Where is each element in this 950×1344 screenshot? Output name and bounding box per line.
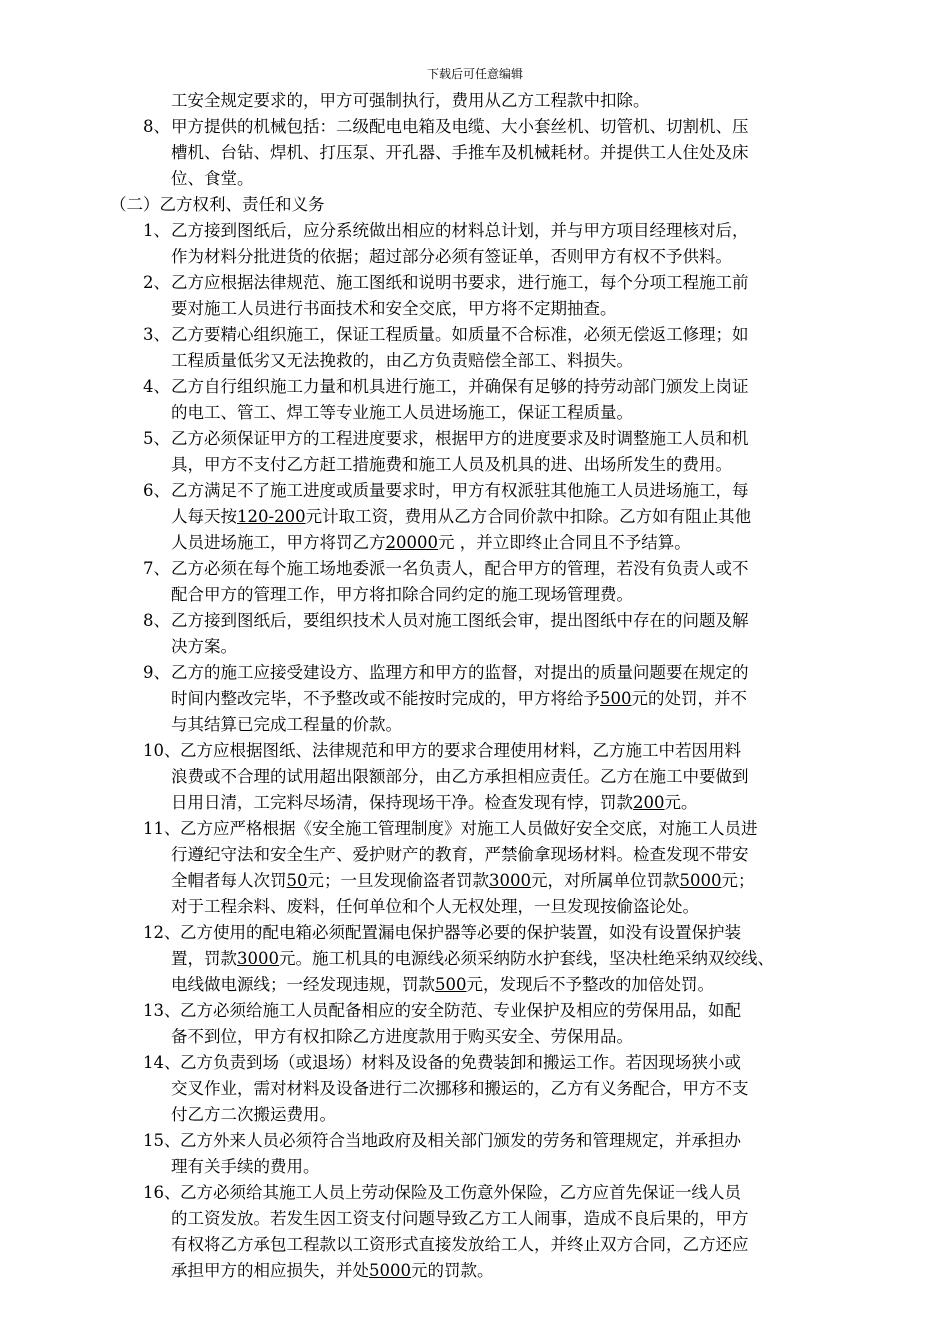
item-text (171, 946, 774, 972)
text-segment: 元的处罚，并不 (631, 689, 747, 708)
item-text: 乙方必须在每个施工场地委派一名负责人，配合甲方的管理，若没有负责人或不 (171, 559, 749, 578)
item-text (171, 504, 751, 530)
item-text: 备不到位，甲方有权扣除乙方进度款用于购买安全、劳保用品。 (171, 1027, 633, 1046)
item-text (171, 686, 747, 712)
underlined-amount: 5000 (679, 871, 722, 890)
item-text (171, 530, 691, 556)
item-text: 乙方应根据图纸、法律规范和甲方的要求合理使用材料，乙方施工中若因用料 (180, 741, 741, 760)
underlined-amount: 3000 (489, 871, 531, 890)
item-text: 乙方必须给其施工人员上劳动保险及工伤意外保险，乙方应首先保证一线人员 (180, 1183, 741, 1202)
item-number: 9、 (143, 663, 170, 682)
text-segment: 元。施工机具的电源线必须采纳防水护套线，坚决杜绝采纳双绞线、 (279, 949, 774, 968)
text-segment: 元；一旦发现偷盗者罚款 (307, 871, 489, 890)
item-text: 乙方必须保证甲方的工程进度要求，根据甲方的进度要求及时调整施工人员和机 (171, 429, 749, 448)
text-segment: 人员进场施工，甲方将罚乙方 (171, 533, 386, 552)
text-segment: 元的罚款。 (411, 1261, 494, 1280)
item-text: 乙方使用的配电箱必须配置漏电保护器等必要的保护装置，如没有设置保护装 (180, 923, 741, 942)
item-text: 乙方接到图纸后，要组织技术人员对施工图纸会审，提出图纸中存在的问题及解 (171, 611, 749, 630)
item-text: 配合甲方的管理工作，甲方将扣除合同约定的施工现场管理费。 (171, 585, 633, 604)
item-number: 3、 (143, 325, 170, 344)
item-text: 理有关手续的费用。 (171, 1157, 320, 1176)
item-text: 对于工程余料、废料，任何单位和个人无权处理，一旦发现按偷盗论处。 (171, 897, 699, 916)
item-text: 作为材料分批进货的依据；超过部分必须有签证单，否则甲方有权不予供料。 (171, 247, 732, 266)
item-text: 乙方要精心组织施工，保证工程质量。如质量不合标准，必须无偿返工修理；如 (171, 325, 749, 344)
item-text: 乙方必须给施工人员配备相应的安全防范、专业保护及相应的劳保用品，如配 (180, 1001, 741, 1020)
item-text: 付乙方二次搬运费用。 (171, 1105, 336, 1124)
text-segment: 元计取工资，费用从乙方合同价款中扣除。乙方如有阻止其他 (305, 507, 752, 526)
item-text: 乙方接到图纸后，应分系统做出相应的材料总计划，并与甲方项目经理核对后， (171, 221, 749, 240)
underlined-amount: 120-200 (237, 507, 306, 526)
underlined-amount: 20000 (385, 533, 438, 552)
text-segment: 电线做电源线；一经发现违规，罚款 (171, 975, 435, 994)
item-number: 10、 (143, 741, 181, 760)
continued-text: 工安全规定要求的，甲方可强制执行，费用从乙方工程款中扣除。 (171, 91, 650, 110)
item-text: 的工资发放。若发生因工资支付问题导致乙方工人闹事，造成不良后果的，甲方 (171, 1209, 749, 1228)
item-text: 乙方满足不了施工进度或质量要求时，甲方有权派驻其他施工人员进场施工，每 (171, 481, 749, 500)
text-segment: 元，发现后不予整改的加倍处罚。 (466, 975, 714, 994)
item-number: 8、 (143, 117, 170, 136)
item-number: 16、 (143, 1183, 181, 1202)
item-text: 决方案。 (171, 637, 237, 656)
text-segment: 元； (721, 871, 755, 890)
item-text: 乙方负责到场（或退场）材料及设备的免费装卸和搬运工作。若因现场狭小或 (180, 1053, 741, 1072)
text-segment: 人每天按 (171, 507, 237, 526)
item-number: 8、 (143, 611, 170, 630)
item-number: 1、 (143, 221, 170, 240)
text-segment: 全帽者每人次罚 (171, 871, 287, 890)
item-text: 槽机、台钻、焊机、打压泵、开孔器、手推车及机械耗材。并提供工人住处及床 (171, 143, 749, 162)
item-number: 6、 (143, 481, 170, 500)
text-segment: 元。 (664, 793, 698, 812)
underlined-amount: 500 (600, 689, 632, 708)
item-text: 有权将乙方承包工程款以工资形式直接发放给工人，并终止双方合同，乙方还应 (171, 1235, 749, 1254)
item-number: 2、 (143, 273, 170, 292)
text-segment: 置，罚款 (171, 949, 237, 968)
item-number: 14、 (143, 1053, 181, 1072)
underlined-amount: 200 (633, 793, 665, 812)
item-text (171, 972, 714, 998)
item-text: 乙方应严格根据《安全施工管理制度》对施工人员做好安全交底，对施工人员进 (180, 819, 758, 838)
underlined-amount: 50 (286, 871, 308, 890)
item-text: 乙方应根据法律规范、施工图纸和说明书要求，进行施工，每个分项工程施工前 (171, 273, 749, 292)
item-text: 位、食堂。 (171, 169, 254, 188)
item-text: 要对施工人员进行书面技术和安全交底，甲方将不定期抽查。 (171, 299, 617, 318)
item-text: 行遵纪守法和安全生产、爱护财产的教育，严禁偷拿现场材料。检查发现不带安 (171, 845, 749, 864)
item-text: 交叉作业，需对材料及设备进行二次挪移和搬运的，乙方有义务配合，甲方不支 (171, 1079, 749, 1098)
underlined-amount: 5000 (369, 1261, 411, 1280)
item-text: 与其结算已完成工程量的价款。 (171, 715, 402, 734)
item-number: 4、 (143, 377, 170, 396)
item-text (171, 1258, 494, 1284)
text-segment: 承担甲方的相应损失，并处 (171, 1261, 369, 1280)
item-text: 乙方外来人员必须符合当地政府及相关部门颁发的劳务和管理规定，并承担办 (180, 1131, 741, 1150)
item-text: 工程质量低劣又无法挽救的，由乙方负责赔偿全部工、料损失。 (171, 351, 633, 370)
text-segment: 元，对所属单位罚款 (531, 871, 680, 890)
section-heading: （二）乙方权利、责任和义务 (110, 195, 325, 214)
underlined-amount: 500 (435, 975, 467, 994)
item-text: 具，甲方不支付乙方赶工措施费和施工人员及机具的进、出场所发生的费用。 (171, 455, 732, 474)
item-number: 12、 (143, 923, 181, 942)
page-header: 下载后可任意编辑 (426, 67, 523, 81)
text-segment: 日用日清，工完料尽场清，保持现场干净。检查发现有悖，罚款 (171, 793, 633, 812)
item-text (171, 868, 755, 894)
item-text: 甲方提供的机械包括：二级配电电箱及电缆、大小套丝机、切管机、切割机、压 (171, 117, 749, 136)
item-text (171, 790, 698, 816)
item-number: 5、 (143, 429, 170, 448)
item-number: 7、 (143, 559, 170, 578)
item-number: 15、 (143, 1131, 181, 1150)
text-segment: 元 ，并立即终止合同且不予结算。 (438, 533, 691, 552)
item-number: 11、 (143, 819, 181, 838)
underlined-amount: 3000 (237, 949, 279, 968)
item-text: 乙方自行组织施工力量和机具进行施工，并确保有足够的持劳动部门颁发上岗证 (171, 377, 749, 396)
item-number: 13、 (143, 1001, 181, 1020)
item-text: 乙方的施工应接受建设方、监理方和甲方的监督，对提出的质量问题要在规定的 (171, 663, 749, 682)
item-text: 的电工、管工、焊工等专业施工人员进场施工，保证工程质量。 (171, 403, 633, 422)
item-text: 浪费或不合理的试用超出限额部分，由乙方承担相应责任。乙方在施工中要做到 (171, 767, 749, 786)
text-segment: 时间内整改完毕，不予整改或不能按时完成的，甲方将给予 (171, 689, 600, 708)
